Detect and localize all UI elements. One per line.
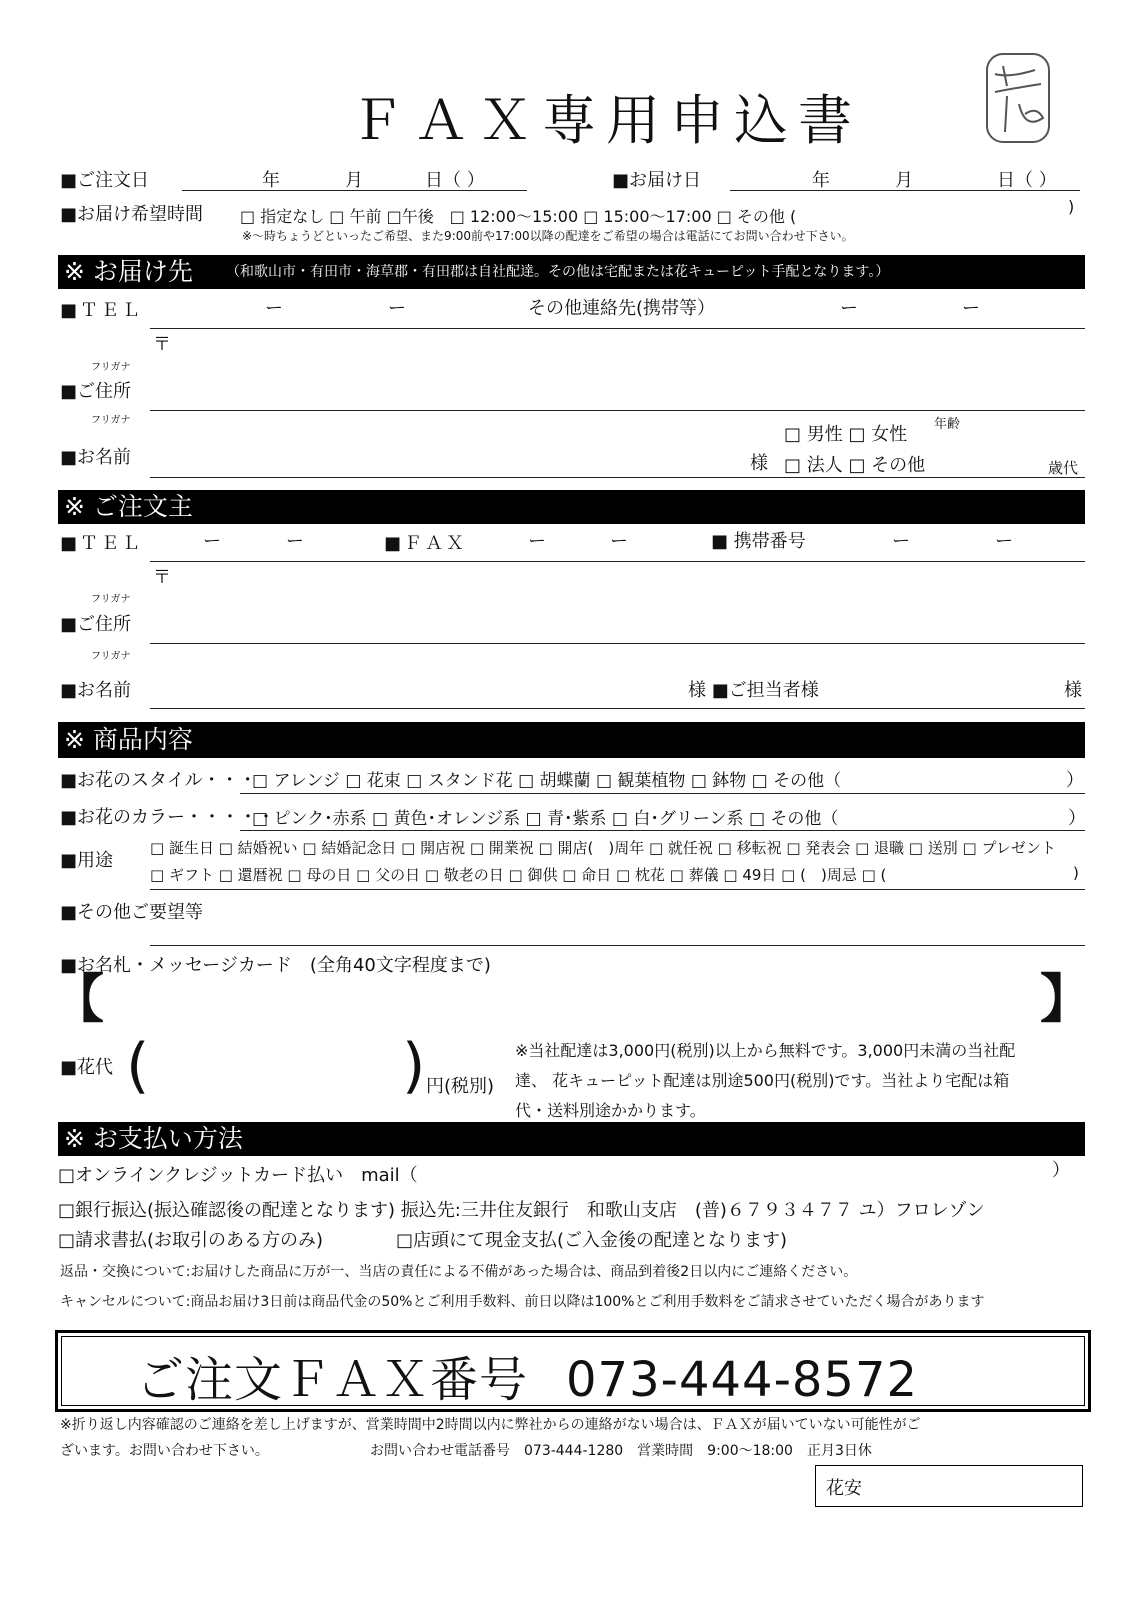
time-label: ■お届け希望時間 [60, 204, 204, 225]
order-date-line[interactable] [182, 190, 527, 191]
orderer-address-label: ■ご住所 [60, 614, 132, 635]
delivery-postal-mark: 〒 [153, 334, 171, 355]
price-field[interactable] [160, 1044, 400, 1092]
fax-number-text [136, 1341, 918, 1410]
delivery-name-furigana: フリガナ [91, 415, 131, 426]
price-unit: 円(税別) [426, 1076, 495, 1097]
payment-cash[interactable]: □店頭にて現金支払(ご入金後の配達となります) [396, 1230, 788, 1251]
fax-number-box [55, 1330, 1091, 1412]
color-close-paren: ） [1068, 808, 1086, 829]
delivery-address-label: ■ご住所 [60, 381, 132, 402]
style-label: ■お花のスタイル・・・ [60, 770, 257, 791]
return-note: 返品・交換について:お届けした商品に万が一、当店の責任による不備があった場合は、商品到着後2日以内にご連絡ください。 [60, 1264, 858, 1280]
shop-name-box [815, 1465, 1083, 1507]
delivery-other-dash2: ー [962, 298, 980, 319]
orderer-mobile-label: ■ 携帯番号 [711, 531, 806, 552]
card-label: ■お名札・メッセージカード (全角40文字程度まで) [60, 955, 491, 976]
shop-name: 花安 [826, 1478, 862, 1499]
delivery-address-furigana: フリガナ [91, 362, 131, 373]
orderer-name-label: ■お名前 [60, 680, 132, 701]
style-close-paren: ） [1066, 770, 1084, 791]
delivery-month: 月 [895, 170, 913, 191]
orderer-fax-dash1: ー [528, 531, 546, 552]
delivery-gender-options[interactable]: □ 男性 □ 女性 [784, 424, 908, 445]
price-label: ■花代 [60, 1057, 114, 1078]
cancel-note: キャンセルについて:商品お届け3日前は商品代金の50%とご利用手数料、前日以降は100%とご利用手数料をご請求させていただく場合があります [60, 1294, 985, 1310]
orderer-section-bar [58, 490, 1085, 524]
order-month: 月 [345, 170, 363, 191]
delivery-type-options[interactable]: □ 法人 □ その他 [784, 455, 926, 476]
delivery-date-line[interactable] [730, 190, 1080, 191]
orderer-address-furigana: フリガナ [91, 594, 131, 605]
delivery-heading: ※ お届け先 [64, 257, 193, 286]
payment-credit[interactable]: □オンラインクレジットカード払い mail（ [58, 1165, 418, 1186]
price-note-line1: ※当社配達は3,000円(税別)以上から無料です。3,000円未満の当社配 [515, 1041, 1016, 1060]
order-year: 年 [262, 170, 280, 191]
payment-credit-close: ） [1052, 1160, 1070, 1181]
request-label: ■その他ご要望等 [60, 902, 204, 923]
color-options[interactable]: □ ピンク･赤系 □ 黄色･オレンジ系 □ 青･紫系 □ 白･グリーン系 □ その他（ [252, 809, 839, 829]
color-line [240, 830, 1085, 831]
delivery-address-line[interactable] [150, 410, 1085, 411]
price-paren-close: ) [402, 1031, 426, 1101]
delivery-tel-dash1: ー [265, 298, 283, 319]
order-day: 日（ ） [425, 170, 485, 191]
orderer-address-line[interactable] [150, 643, 1085, 644]
delivery-other-dash1: ー [840, 298, 858, 319]
card-bracket-close: 】 [1040, 970, 1093, 1030]
delivery-date-label: ■お届け日 [612, 170, 702, 191]
delivery-name-line[interactable] [150, 477, 1085, 478]
use-close-paren: ) [1073, 864, 1079, 882]
footer-contact: お問い合わせ電話番号 073-444-1280 営業時間 9:00〜18:00 正月3日休 [370, 1443, 872, 1459]
use-options-row2[interactable]: □ ギフト □ 還暦祝 □ 母の日 □ 父の日 □ 敬老の日 □ 御供 □ 命日 □ 枕花 □ 葬儀 □ 49日 □ ( )周忌 □ ( [150, 866, 887, 884]
orderer-tel-line[interactable] [150, 561, 1085, 562]
orderer-mobile-dash1: ー [892, 531, 910, 552]
delivery-tel-line[interactable] [150, 328, 1085, 329]
orderer-tel-dash1: ー [203, 531, 221, 552]
orderer-fax-dash2: ー [610, 531, 628, 552]
color-label: ■お花のカラー・・・・・ [60, 807, 276, 828]
delivery-tel-dash2: ー [388, 298, 406, 319]
use-label: ■用途 [60, 850, 114, 871]
fax-number: 073-444-8572 [566, 1352, 919, 1408]
delivery-note: （和歌山市・有田市・海草郡・有田郡は自社配達。その他は宅配または花キューピット手配となります。） [226, 264, 890, 280]
delivery-section-bar [58, 255, 1085, 289]
orderer-tel-label: ■ＴＥＬ [60, 533, 144, 554]
time-note: ※〜時ちょうどといったご希望、また9:00前や17:00以降の配達をご希望の場合は電話にてお問い合わせ下さい。 [242, 229, 854, 243]
delivery-sama: 様 [750, 453, 768, 474]
style-options[interactable]: □ アレンジ □ 花束 □ スタンド花 □ 胡蝶蘭 □ 観葉植物 □ 鉢物 □ その他（ [252, 771, 842, 791]
style-line [240, 793, 1085, 794]
product-section-bar [58, 722, 1085, 758]
page-title: ＦＡＸ専用申込書 [350, 89, 862, 152]
card-message-field[interactable] [110, 978, 1060, 1022]
orderer-contact-sama: 様 [1064, 680, 1082, 701]
time-options[interactable]: □ 指定なし □ 午前 □午後 □ 12:00〜15:00 □ 15:00〜17:00 □ その他 ( [240, 207, 797, 226]
product-heading: ※ 商品内容 [64, 725, 193, 754]
payment-section-bar [58, 1122, 1085, 1156]
payment-heading: ※ お支払い方法 [64, 1124, 243, 1153]
order-date-label: ■ご注文日 [60, 170, 150, 191]
delivery-name-label: ■お名前 [60, 447, 132, 468]
delivery-day: 日（ ） [997, 170, 1057, 191]
fax-label: ご注文ＦＡＸ番号 [136, 1352, 529, 1408]
flower-logo [985, 52, 1051, 144]
orderer-heading: ※ ご注文主 [64, 492, 193, 521]
price-note-line3: 代・送料別途かかります。 [515, 1101, 706, 1120]
delivery-age-label: 年齢 [934, 417, 961, 432]
orderer-fax-label: ■ＦＡＸ [384, 533, 468, 554]
flower-logo-icon [985, 52, 1051, 144]
time-close-paren: ) [1068, 197, 1075, 216]
use-options-row1[interactable]: □ 誕生日 □ 結婚祝い □ 結婚記念日 □ 開店祝 □ 開業祝 □ 開店( )周年 □ 就任祝 □ 移転祝 □ 発表会 □ 退職 □ 送別 □ プレゼント [150, 839, 1056, 857]
orderer-sama-contact: 様 ■ご担当者様 [688, 680, 819, 701]
request-line[interactable] [150, 945, 1085, 946]
footer-note-line2: ざいます。お問い合わせ下さい。 [60, 1443, 269, 1459]
payment-bank[interactable]: □銀行振込(振込確認後の配達となります) 振込先:三井住友銀行 和歌山支店 (普)６７９３４７７ ユ）フロレゾン [58, 1200, 985, 1221]
payment-invoice[interactable]: □請求書払(お取引のある方のみ) [58, 1230, 324, 1251]
delivery-tel-label: ■ＴＥＬ [60, 300, 144, 321]
card-bracket-open: 【 [52, 970, 105, 1030]
orderer-name-furigana: フリガナ [91, 651, 131, 662]
delivery-other-contact-label: その他連絡先(携帯等） [528, 298, 716, 319]
use-line [150, 889, 1085, 890]
orderer-tel-dash2: ー [286, 531, 304, 552]
price-note-line2: 達、 花キューピット配達は別途500円(税別)です。当社より宅配は箱 [515, 1071, 1010, 1090]
orderer-name-line[interactable] [150, 708, 1085, 709]
footer-note-line1: ※折り返し内容確認のご連絡を差し上げますが、営業時間中2時間以内に弊社からの連絡がない場合は、ＦＡＸが届いていない可能性がご [60, 1417, 921, 1433]
delivery-age-unit: 歳代 [1048, 459, 1079, 477]
delivery-year: 年 [812, 170, 830, 191]
price-paren-open: ( [126, 1031, 150, 1101]
orderer-mobile-dash2: ー [995, 531, 1013, 552]
orderer-postal-mark: 〒 [153, 567, 171, 588]
